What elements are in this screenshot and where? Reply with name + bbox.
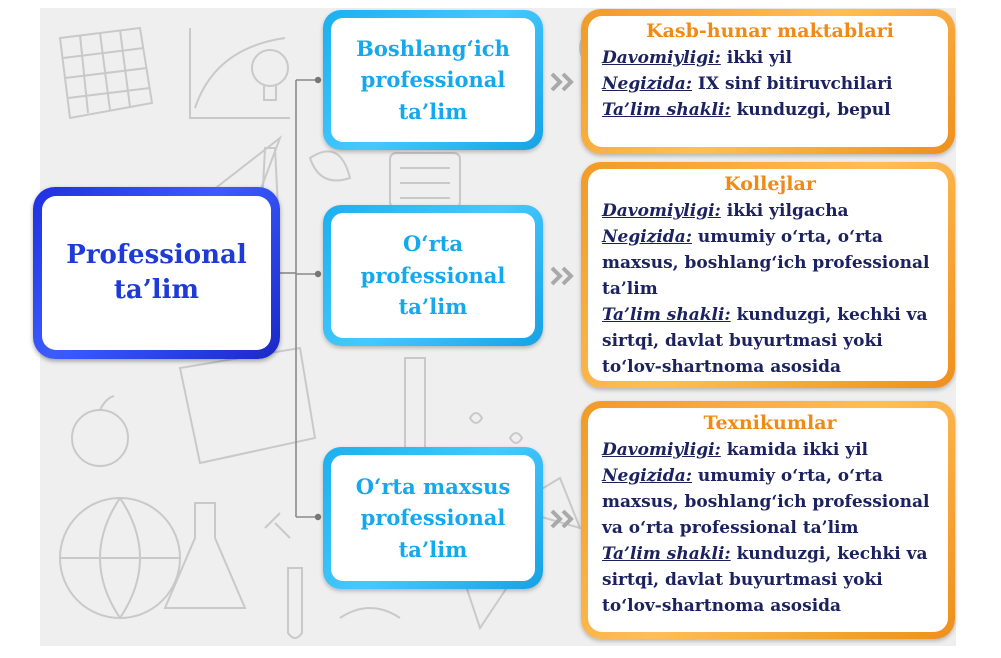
root-title: Professional ta’lim xyxy=(66,239,247,305)
detail-label: Davomiyligi: xyxy=(602,200,721,221)
detail-form xyxy=(602,541,938,619)
chevron-double-right-icon xyxy=(550,509,576,529)
level-title: O‘rta maxsus professional ta’lim xyxy=(355,473,511,562)
detail-duration xyxy=(602,437,938,463)
detail-value: ikki yil xyxy=(720,47,792,68)
detail-value: ikki yilgacha xyxy=(720,200,849,221)
detail-label: Davomiyligi: xyxy=(602,47,721,68)
institution-title: Kasb-hunar maktablari xyxy=(646,20,894,42)
detail-label: Negizida: xyxy=(602,465,692,486)
detail-basis xyxy=(602,71,938,97)
root-node xyxy=(33,187,280,359)
detail-value: kunduzgi, bepul xyxy=(730,99,891,120)
detail-value: kunduzgi, kechki va sirtqi, davlat buyurtmasi yoki to‘lov-shartnoma asosida xyxy=(602,543,928,616)
institution-box-2 xyxy=(581,162,955,388)
chevron-double-right-icon xyxy=(550,72,576,92)
detail-basis xyxy=(602,224,938,302)
level-title: O‘rta professional ta’lim xyxy=(360,231,506,320)
chevron-double-right-icon xyxy=(550,266,576,286)
institution-title: Kollejlar xyxy=(724,173,816,195)
detail-label: Negizida: xyxy=(602,73,692,94)
detail-label: Ta’lim shakli: xyxy=(602,99,731,120)
detail-value: IX sinf bitiruvchilari xyxy=(692,73,893,94)
institution-box-1 xyxy=(581,9,955,154)
institution-box-3 xyxy=(581,401,955,639)
detail-duration xyxy=(602,45,938,71)
detail-label: Negizida: xyxy=(602,226,692,247)
detail-value: kunduzgi, kechki va sirtqi, davlat buyurtmasi yoki to‘lov-shartnoma asosida xyxy=(602,304,928,377)
level-node-2 xyxy=(323,205,543,346)
detail-form xyxy=(602,302,938,380)
detail-label: Ta’lim shakli: xyxy=(602,304,731,325)
detail-label: Davomiyligi: xyxy=(602,439,721,460)
detail-value: umumiy o‘rta, o‘rta maxsus, boshlang‘ich professional ta’lim xyxy=(602,226,930,299)
detail-value: kamida ikki yil xyxy=(720,439,869,460)
level-node-3 xyxy=(323,447,543,589)
level-title: Boshlang‘ich professional ta’lim xyxy=(356,35,510,124)
detail-basis xyxy=(602,463,938,541)
detail-label: Ta’lim shakli: xyxy=(602,543,731,564)
institution-title: Texnikumlar xyxy=(703,412,837,434)
detail-value: umumiy o‘rta, o‘rta maxsus, boshlang‘ich professional va o‘rta professional ta’lim xyxy=(602,465,930,538)
detail-form xyxy=(602,97,938,123)
detail-duration xyxy=(602,198,938,224)
level-node-1 xyxy=(323,10,543,150)
